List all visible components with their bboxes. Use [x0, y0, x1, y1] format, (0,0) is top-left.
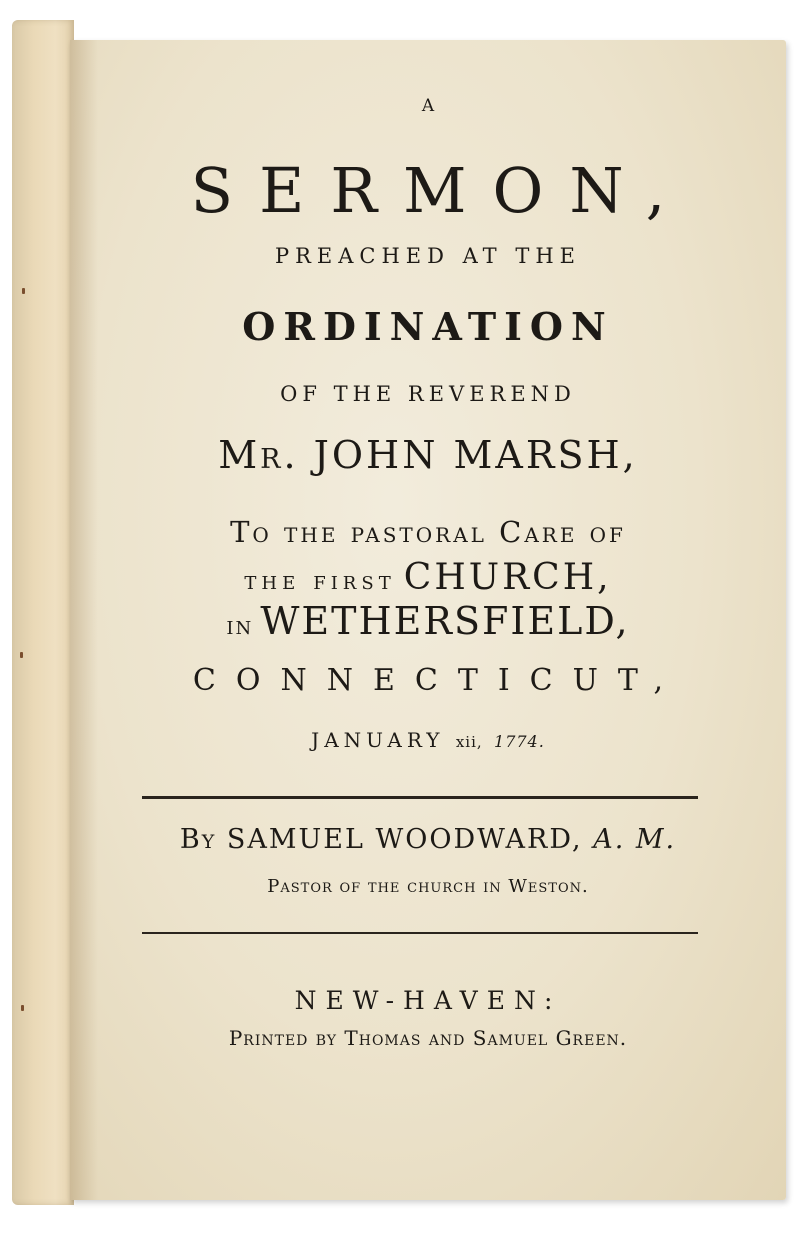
- place-line: [70, 599, 786, 643]
- subtitle-pastoral-care: To the pastoral Care of: [230, 515, 626, 549]
- divider-top: [142, 796, 698, 799]
- ordinand-name-line: [70, 433, 786, 477]
- binding-mark: [20, 652, 23, 658]
- name-prefix: Mr.: [218, 433, 299, 477]
- author-line: [70, 826, 786, 853]
- subtitle-ordination: ORDINATION: [242, 304, 614, 349]
- state-name: CONNECTICUT,: [192, 663, 684, 698]
- title-page: [70, 40, 786, 1200]
- date-year: 1774.: [494, 732, 545, 751]
- first-label: the first: [244, 566, 396, 595]
- title-article: A: [421, 96, 435, 116]
- church-label: CHURCH,: [403, 557, 612, 598]
- subtitle-of-reverend: OF THE REVEREND: [280, 382, 576, 406]
- first-church-line: [70, 557, 786, 598]
- author-name: SAMUEL WOODWARD,: [226, 824, 583, 855]
- in-label: in: [226, 611, 254, 640]
- divider-bottom: [142, 932, 698, 934]
- date-month: JANUARY: [311, 728, 445, 752]
- imprint-printer: Printed by Thomas and Samuel Green.: [228, 1026, 628, 1050]
- date-line: [70, 730, 786, 750]
- author-degree: A. M.: [593, 824, 677, 855]
- date-day: xii,: [455, 733, 483, 751]
- ordinand-name: JOHN MARSH,: [313, 433, 638, 477]
- subtitle-preached: PREACHED AT THE: [274, 244, 581, 268]
- previous-page-edge: [12, 20, 74, 1205]
- author-by: By: [179, 824, 217, 855]
- binding-mark: [21, 1005, 24, 1011]
- imprint-city: NEW-HAVEN:: [294, 986, 562, 1015]
- place-name: WETHERSFIELD,: [260, 599, 630, 643]
- main-title: SERMON,: [190, 154, 692, 227]
- author-position: Pastor of the church in Weston.: [267, 876, 589, 897]
- binding-mark: [22, 288, 25, 294]
